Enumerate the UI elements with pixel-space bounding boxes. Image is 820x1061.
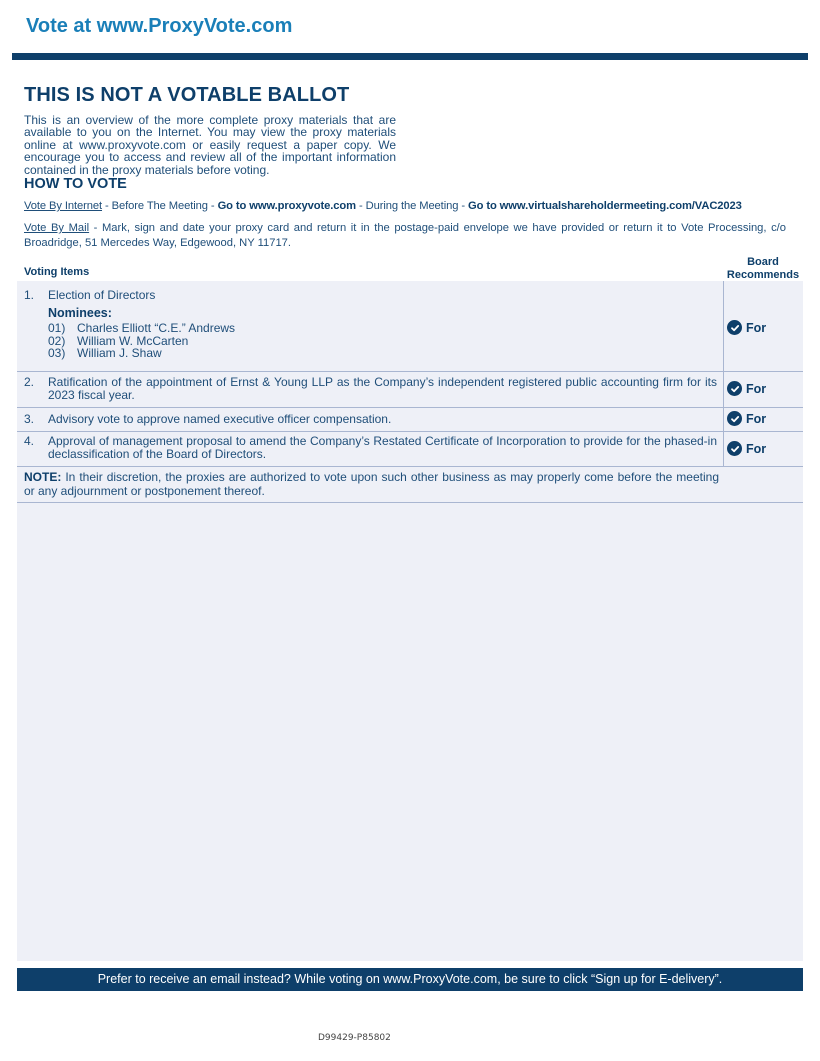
voting-item-text: [24, 435, 717, 460]
item-number: 4.: [24, 434, 35, 448]
board-recommendation: [727, 320, 766, 335]
during-meeting-label: - During the Meeting -: [355, 200, 468, 212]
vote-by-internet-line: [24, 200, 804, 212]
check-circle-icon: [727, 441, 742, 456]
before-meeting-label: - Before The Meeting -: [102, 200, 218, 212]
voting-item-text: [24, 413, 717, 426]
recommendation-label: For: [746, 381, 767, 396]
voting-item-row: [17, 432, 803, 467]
item-number: 1.: [24, 288, 35, 302]
nominees-label: Nominees:: [48, 305, 112, 320]
column-divider: [723, 281, 724, 371]
vote-by-mail-text: - Mark, sign and date your proxy card and return it in the postage-paid envelope we have provided or return it to Vote Processing, c/o Broadridge, 51 Mercedes Way, Edgewood, NY 11717.: [24, 222, 787, 249]
board-header-line1: Board: [747, 256, 779, 268]
item-description: Ratification of the appointment of Ernst & Young LLP as the Company’s independent registered public accounting firm for its 2023 fiscal year.: [48, 375, 717, 402]
vote-by-internet-label: Vote By Internet: [24, 200, 103, 212]
item-description: Advisory vote to approve named executive officer compensation.: [48, 412, 392, 426]
recommendation-label: For: [746, 411, 767, 426]
column-divider: [723, 372, 724, 407]
board-recommendation: [727, 411, 766, 426]
not-votable-heading: THIS IS NOT A VOTABLE BALLOT: [24, 84, 350, 106]
nominee-entry: 02) William W. McCarten: [48, 333, 189, 348]
note-text: In their discretion, the proxies are authorized to vote upon such other business as may properly come before the meeting or any adjournment or postponement thereof.: [24, 470, 719, 499]
recommendation-label: For: [746, 441, 767, 456]
e-delivery-banner: Prefer to receive an email instead? While voting on www.ProxyVote.com, be sure to click “Sign up for E-delivery”.: [17, 968, 803, 991]
check-circle-icon: [727, 320, 742, 335]
item-description: Election of Directors: [48, 288, 156, 302]
column-divider: [723, 408, 724, 431]
recommendation-label: For: [746, 320, 767, 335]
proxyvote-link[interactable]: Go to www.proxyvote.com: [217, 200, 356, 212]
note-label: NOTE:: [24, 470, 62, 484]
site-title: Vote at www.ProxyVote.com: [26, 15, 293, 37]
item-description: Approval of management proposal to amend the Company’s Restated Certificate of Incorporation to provide for the phased-in declassification of the Board of Directors.: [48, 434, 717, 461]
voting-item-row: [17, 408, 803, 432]
voting-items-header: Voting Items: [24, 266, 90, 278]
voting-item-row: [17, 281, 803, 372]
how-to-vote-heading: HOW TO VOTE: [24, 176, 127, 192]
board-recommends-header: [722, 256, 804, 281]
note-paragraph: [24, 470, 719, 498]
vote-by-mail-line: [24, 221, 786, 250]
voting-item-row: [17, 372, 803, 408]
header-divider: [12, 53, 808, 60]
column-divider: [723, 432, 724, 466]
board-header-line2: Recommends: [726, 268, 800, 281]
nominee-entry: 01) Charles Elliott “C.E.” Andrews: [48, 321, 236, 335]
nominee-entry: 03) William J. Shaw: [48, 346, 162, 360]
overview-paragraph: This is an overview of the more complete proxy materials that are available to you on the Internet. You may view the proxy materials online at www.proxyvote.com or easily request a paper copy. We encourage you to access and review all of the important information contained in the proxy materials before voting.: [24, 113, 396, 177]
board-recommendation: [727, 381, 766, 396]
item-number: 3.: [24, 412, 35, 426]
voting-item-text: [24, 376, 717, 401]
voting-item-text: [24, 289, 717, 360]
virtual-meeting-link[interactable]: Go to www.virtualshareholdermeeting.com/VAC2023: [467, 200, 742, 212]
check-circle-icon: [727, 381, 742, 396]
board-recommendation: [727, 441, 766, 456]
vote-by-mail-label: Vote By Mail: [24, 222, 90, 234]
item-number: 2.: [24, 375, 35, 389]
check-circle-icon: [727, 411, 742, 426]
document-code: D99429-P85802: [318, 1033, 391, 1043]
